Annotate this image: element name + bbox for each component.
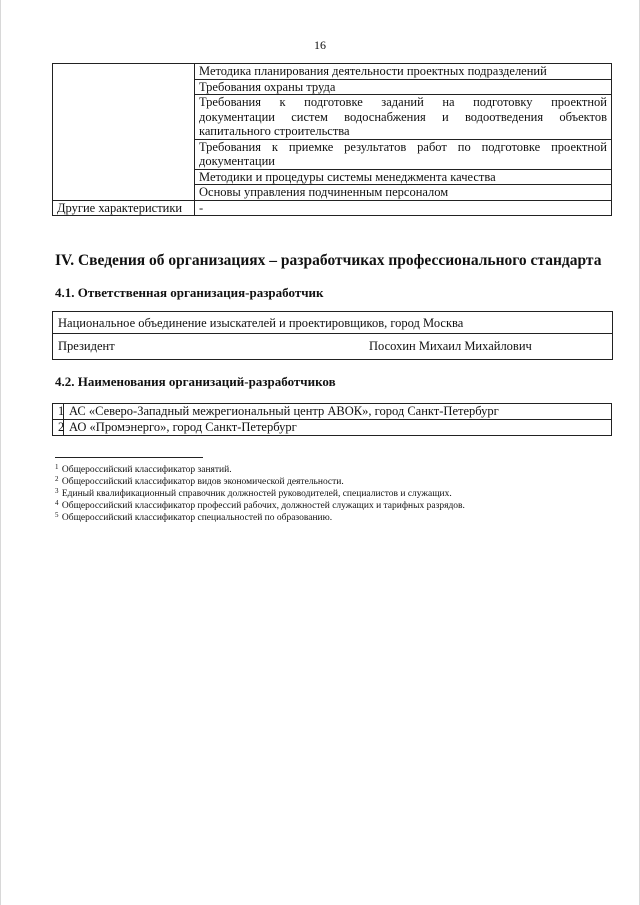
footnote bbox=[55, 476, 595, 488]
footnote-text: Общероссийский классификатор профессий рабочих, должностей служащих и тарифных разрядов. bbox=[61, 501, 465, 511]
developers-table bbox=[52, 403, 612, 436]
developers-heading: 4.2. Наименования организаций-разработчиков bbox=[55, 374, 336, 389]
footnote-mark: 3 bbox=[55, 487, 59, 495]
table-row bbox=[53, 64, 612, 80]
table-cell-line: капитального строительства bbox=[199, 124, 350, 138]
section-title: IV. Сведения об организациях – разработчиках профессионального стандарта bbox=[55, 252, 602, 269]
footnote-text: Единый квалификационный справочник должностей руководителей, специалистов и служащих. bbox=[61, 489, 452, 499]
developer-name: АО «Промэнерго», город Санкт-Петербург bbox=[64, 420, 612, 436]
row-number: 2 bbox=[53, 420, 64, 436]
footnote-mark: 2 bbox=[55, 475, 59, 483]
footnote-text: Общероссийский классификатор занятий. bbox=[61, 465, 232, 475]
footnote bbox=[55, 464, 595, 476]
table-cell bbox=[195, 139, 612, 169]
knowledge-table bbox=[52, 63, 612, 216]
divider bbox=[53, 333, 612, 334]
table-cell-line: Требования к приемке результатов работ по подготовке проектной bbox=[199, 139, 607, 154]
responsible-heading: 4.1. Ответственная организация-разработчик bbox=[55, 285, 324, 300]
footnote-mark: 4 bbox=[55, 499, 59, 507]
footnote bbox=[55, 512, 595, 524]
footnote-mark: 1 bbox=[55, 463, 59, 471]
footnotes bbox=[55, 464, 595, 524]
table-cell: Методики и процедуры системы менеджмента качества bbox=[195, 169, 612, 185]
table-cell: Требования охраны труда bbox=[195, 79, 612, 95]
table-cell-line: Требования к подготовке заданий на подготовку проектной bbox=[199, 95, 607, 109]
table-row bbox=[53, 420, 612, 436]
other-characteristics-value: - bbox=[195, 200, 612, 216]
footnote bbox=[55, 488, 595, 500]
table-cell: Методика планирования деятельности проектных подразделений bbox=[195, 64, 612, 80]
footnote-text: Общероссийский классификатор специальностей по образованию. bbox=[61, 513, 333, 523]
footnote-mark: 5 bbox=[55, 511, 59, 519]
developer-name: АС «Северо-Западный межрегиональный центр АВОК», город Санкт-Петербург bbox=[64, 404, 612, 420]
footnote-text: Общероссийский классификатор видов экономической деятельности. bbox=[61, 477, 344, 487]
other-characteristics-label: Другие характеристики bbox=[53, 200, 195, 216]
table-row bbox=[53, 404, 612, 420]
table-cell: Основы управления подчиненным персоналом bbox=[195, 185, 612, 201]
table-cell-line: документации систем водоснабжения и водоотведения объектов bbox=[199, 109, 607, 124]
table-cell-line: документации bbox=[199, 154, 275, 168]
table-row bbox=[53, 200, 612, 216]
table-cell-empty bbox=[53, 64, 195, 201]
position-label: Президент bbox=[58, 339, 115, 353]
table-cell bbox=[195, 95, 612, 140]
footnote bbox=[55, 500, 595, 512]
organization-name: Национальное объединение изыскателей и проектировщиков, город Москва bbox=[58, 316, 464, 330]
responsible-organization-box bbox=[52, 311, 613, 360]
footnote-divider bbox=[55, 457, 203, 458]
person-name: Посохин Михаил Михайлович bbox=[369, 339, 532, 353]
row-number: 1 bbox=[53, 404, 64, 420]
page-number: 16 bbox=[314, 38, 326, 52]
